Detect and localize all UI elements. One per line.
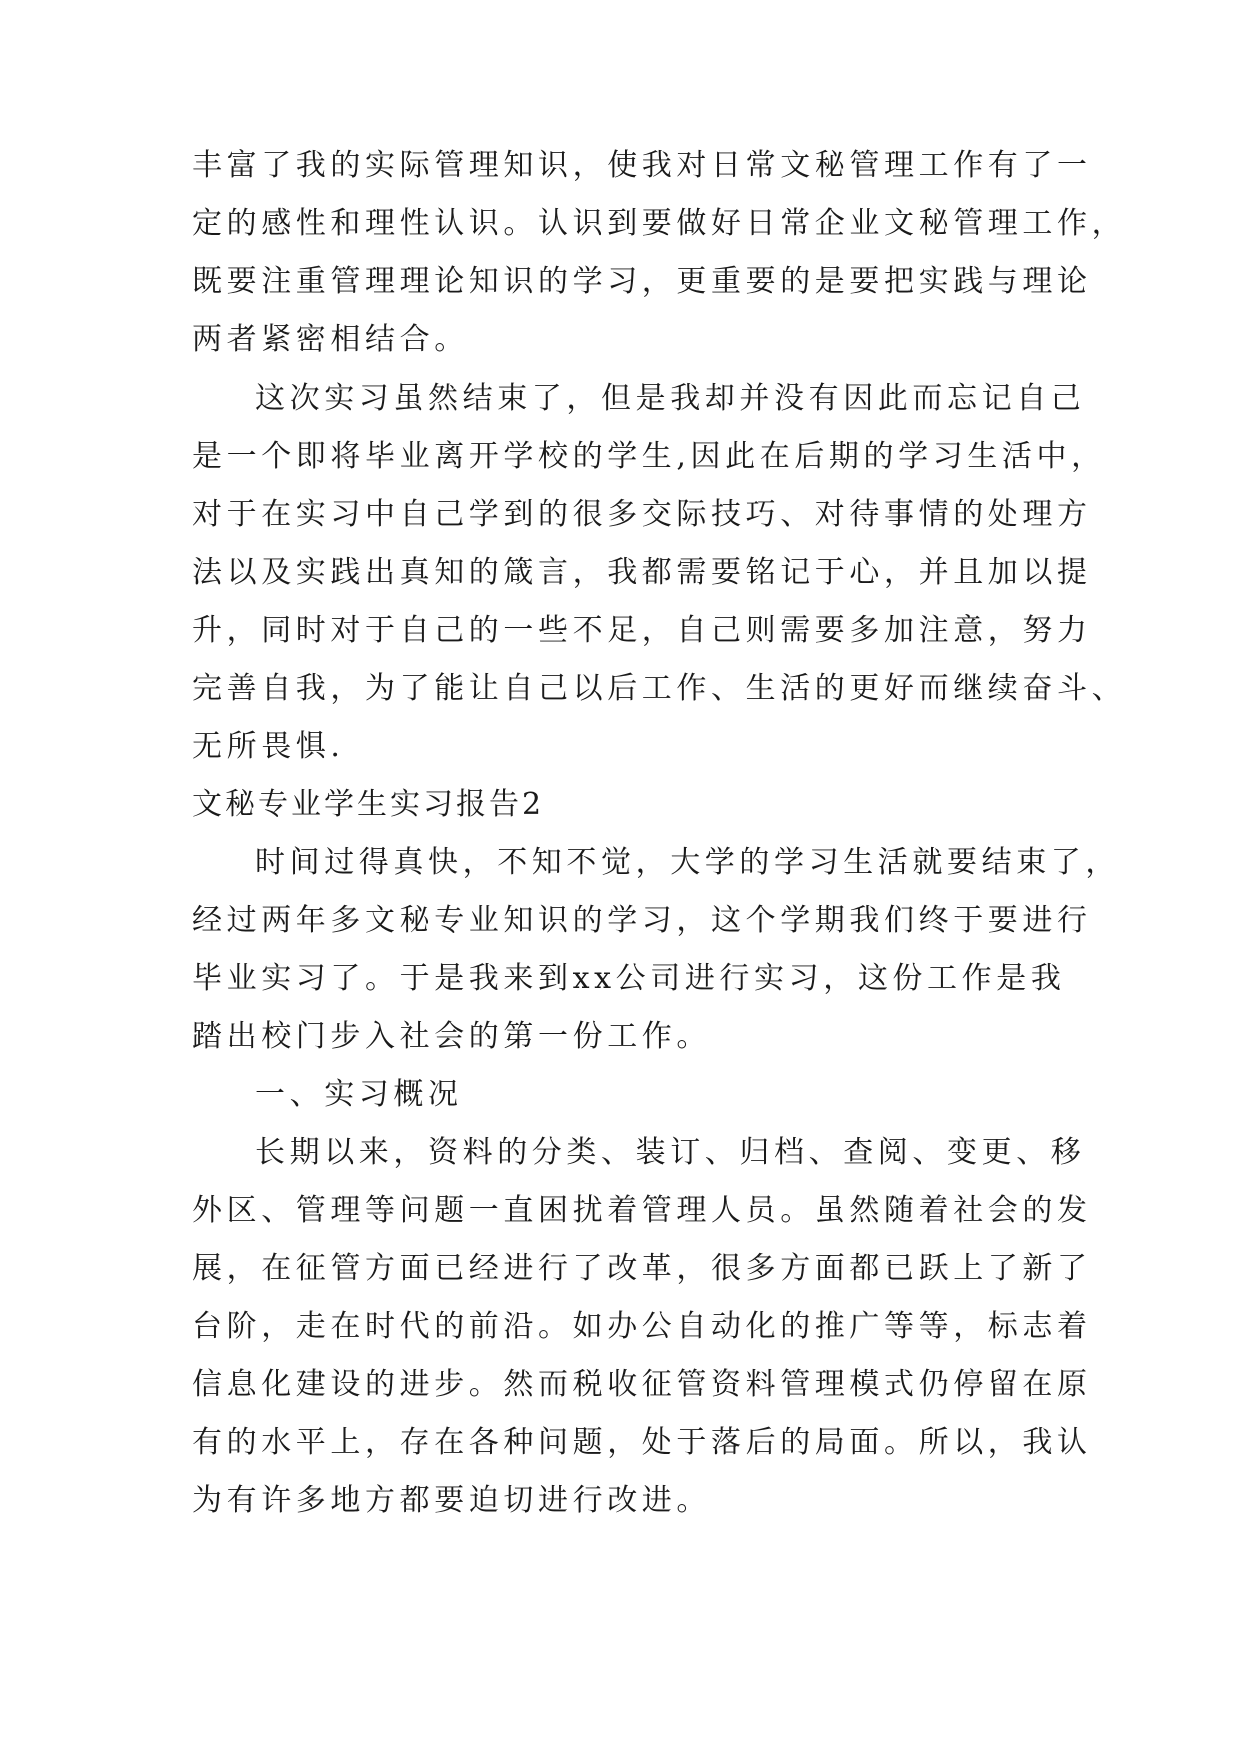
paragraph-line: 对于在实习中自己学到的很多交际技巧、对待事情的处理方 [192, 497, 1092, 532]
paragraph-line: 无所畏惧. [192, 729, 345, 764]
paragraph-line: 为有许多地方都要迫切进行改进。 [192, 1483, 711, 1518]
paragraph-line: 这次实习虽然结束了，但是我却并没有因此而忘记自己 [255, 381, 1086, 416]
paragraph-line: 法以及实践出真知的箴言，我都需要铭记于心，并且加以提 [192, 555, 1092, 590]
paragraph-line: 长期以来，资料的分类、装订、归档、查阅、变更、移 [255, 1135, 1086, 1170]
paragraph-line: 两者紧密相结合。 [192, 322, 469, 357]
paragraph-line: 升，同时对于自己的一些不足，自己则需要多加注意，努力 [192, 613, 1092, 648]
paragraph-line: 毕业实习了。于是我来到xx公司进行实习，这份工作是我 [192, 961, 1066, 996]
paragraph-line: 完善自我，为了能让自己以后工作、生活的更好而继续奋斗、 [192, 671, 1127, 706]
paragraph-line: 展，在征管方面已经进行了改革，很多方面都已跃上了新了 [192, 1251, 1092, 1286]
paragraph-line: 有的水平上，存在各种问题，处于落后的局面。所以，我认 [192, 1425, 1092, 1460]
section-heading: 文秘专业学生实习报告2 [192, 787, 545, 822]
paragraph-line: 经过两年多文秘专业知识的学习，这个学期我们终于要进行 [192, 903, 1092, 938]
subsection-heading: 一、实习概况 [255, 1077, 463, 1112]
paragraph-line: 是一个即将毕业离开学校的学生,因此在后期的学习生活中， [192, 439, 1106, 474]
paragraph-line: 定的感性和理性认识。认识到要做好日常企业文秘管理工作， [192, 206, 1127, 241]
paragraph-line: 踏出校门步入社会的第一份工作。 [192, 1019, 711, 1054]
paragraph-line: 台阶，走在时代的前沿。如办公自动化的推广等等，标志着 [192, 1309, 1092, 1344]
paragraph-line: 外区、管理等问题一直困扰着管理人员。虽然随着社会的发 [192, 1193, 1092, 1228]
paragraph-line: 丰富了我的实际管理知识，使我对日常文秘管理工作有了一 [192, 148, 1092, 183]
paragraph-line: 信息化建设的进步。然而税收征管资料管理模式仍停留在原 [192, 1367, 1092, 1402]
paragraph-line: 既要注重管理理论知识的学习，更重要的是要把实践与理论 [192, 264, 1092, 299]
paragraph-line: 时间过得真快，不知不觉，大学的学习生活就要结束了， [255, 845, 1120, 880]
